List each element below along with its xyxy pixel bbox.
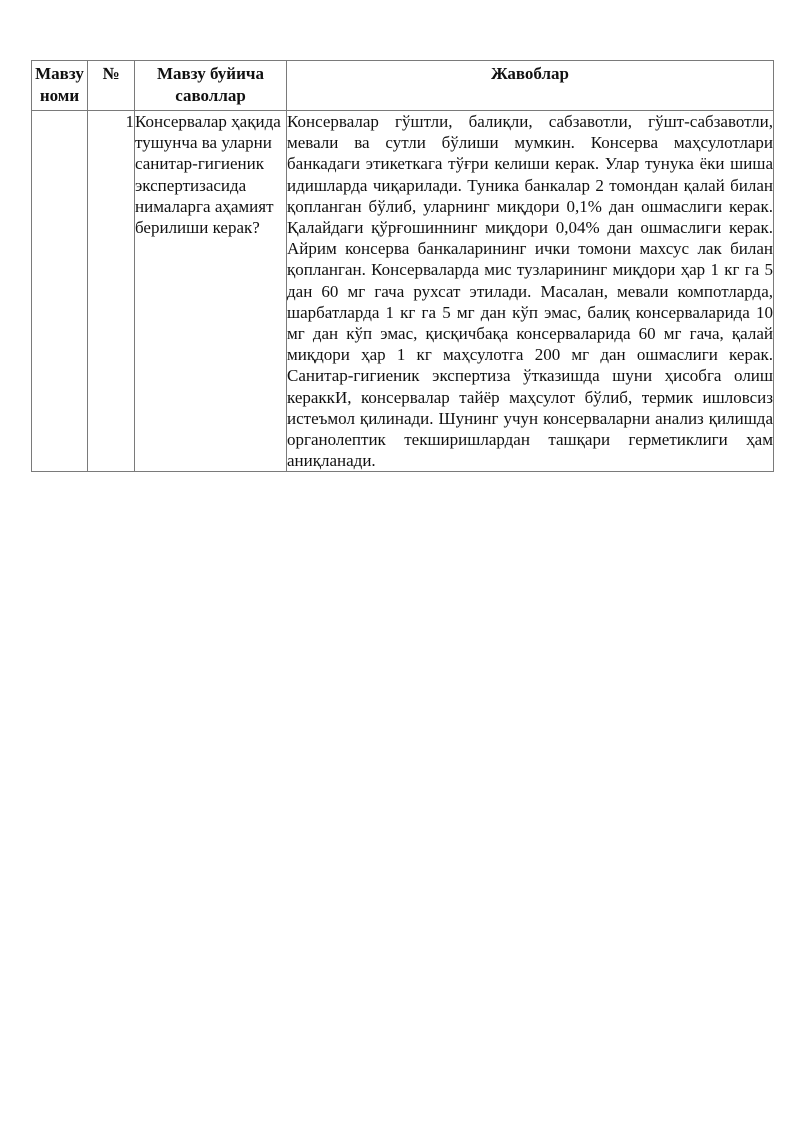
table-row: [32, 111, 774, 472]
cell-topic-name: [32, 111, 88, 472]
qa-table: [31, 60, 774, 472]
header-questions: Мавзу буйича саволлар: [135, 61, 287, 111]
cell-question: Консервалар ҳақида тушунча ва уларни санитар-гигиеник экспертизасида нималарга аҳамият берилиши керак?: [135, 111, 287, 472]
cell-number: 1: [88, 111, 135, 472]
cell-answer: Консервалар гўштли, балиқли, сабзавотли, гўшт-сабзавотли, мевали ва сутли бўлиши мумкин. Консерва маҳсулотлари банкадаги этикеткага тўғри келиши керак. Улар тунука ёки шиша идишларда чиқарилади. Туника банкалар 2 томондан қалай билан қопланган бўлиб, уларнинг миқдори 0,1% дан ошмаслиги керак. Қалайдаги қўрғошиннинг миқдори 0,04% дан ошмаслиги керак. Айрим консерва банкаларининг ички томони махсус лак билан қопланган. Консерваларда мис тузларининг миқдори ҳар 1 кг га 5 дан 60 мг гача рухсат этилади. Масалан, мевали компотларда, шарбатларда 1 кг га 5 мг дан кўп эмас, балиқ консерваларида 10 мг дан кўп эмас, қисқичбақа консерваларида 60 мг гача, қалай миқдори ҳар 1 кг маҳсулотга 200 мг дан ошмаслиги керак. Санитар-гигиеник экспертиза ўтказишда шуни ҳисобга олиш кераккИ, консервалар тайёр маҳсулот бўлиб, термик ишловсиз истеъмол қилинади. Шунинг учун консерваларни анализ қилишда органолептик текширишлардан ташқари герметиклиги ҳам аниқланади.: [287, 112, 773, 471]
header-answers: Жавоблар: [287, 61, 774, 111]
header-number: №: [88, 61, 135, 111]
table-header-row: [32, 61, 774, 111]
header-topic-name: Мавзу номи: [32, 61, 88, 111]
